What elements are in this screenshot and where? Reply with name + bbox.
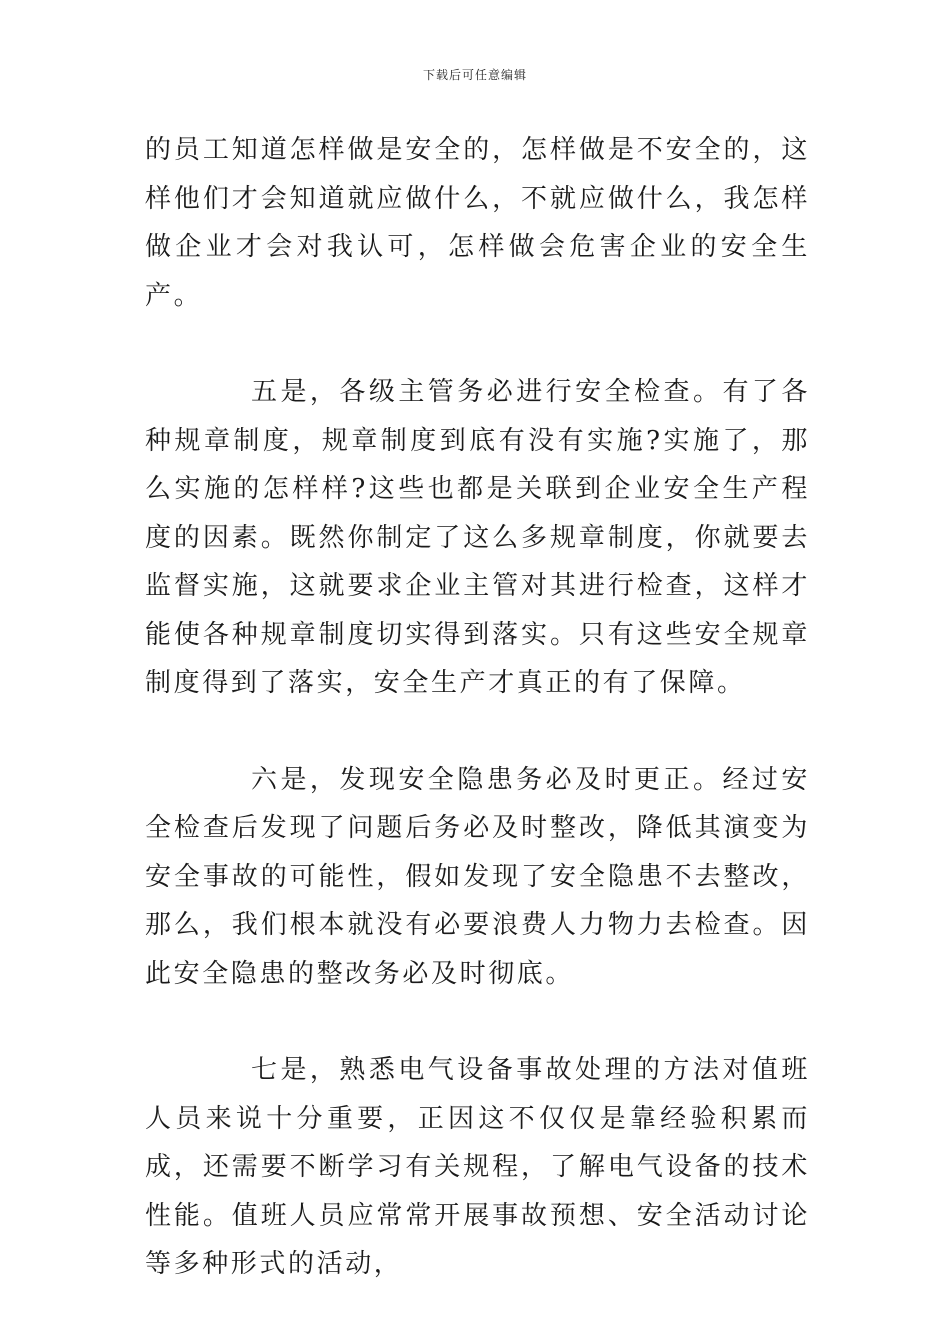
paragraph-five: 五是，各级主管务必进行安全检查。有了各种规章制度，规章制度到底有没有实施?实施了，那么实施的怎样样?这些也都是关联到企业安全生产程度的因素。既然你制定了这么多规章制度，你就要去监督实施，这就要求企业主管对其进行检查，这样才能使各种规章制度切实得到落实。只有这些安全规章制度得到了落实，安全生产才真正的有了保障。 (145, 377, 810, 698)
page-header: 下载后可任意编辑 (422, 68, 527, 82)
paragraph-six: 六是，发现安全隐患务必及时更正。经过安全检查后发现了问题后务必及时整改，降低其演变为安全事故的可能性，假如发现了安全隐患不去整改，那么，我们根本就没有必要浪费人力物力去检查。因此安全隐患的整改务必及时彻底。 (145, 764, 810, 989)
document-body (145, 126, 810, 1289)
paragraph-continuation: 的员工知道怎样做是安全的，怎样做是不安全的，这样他们才会知道就应做什么，不就应做什么，我怎样做企业才会对我认可，怎样做会危害企业的安全生产。 (145, 135, 810, 311)
paragraph-seven: 七是，熟悉电气设备事故处理的方法对值班人员来说十分重要，正因这不仅仅是靠经验积累而成，还需要不断学习有关规程，了解电气设备的技术性能。值班人员应常常开展事故预想、安全活动讨论等多种形式的活动， (145, 1055, 810, 1279)
